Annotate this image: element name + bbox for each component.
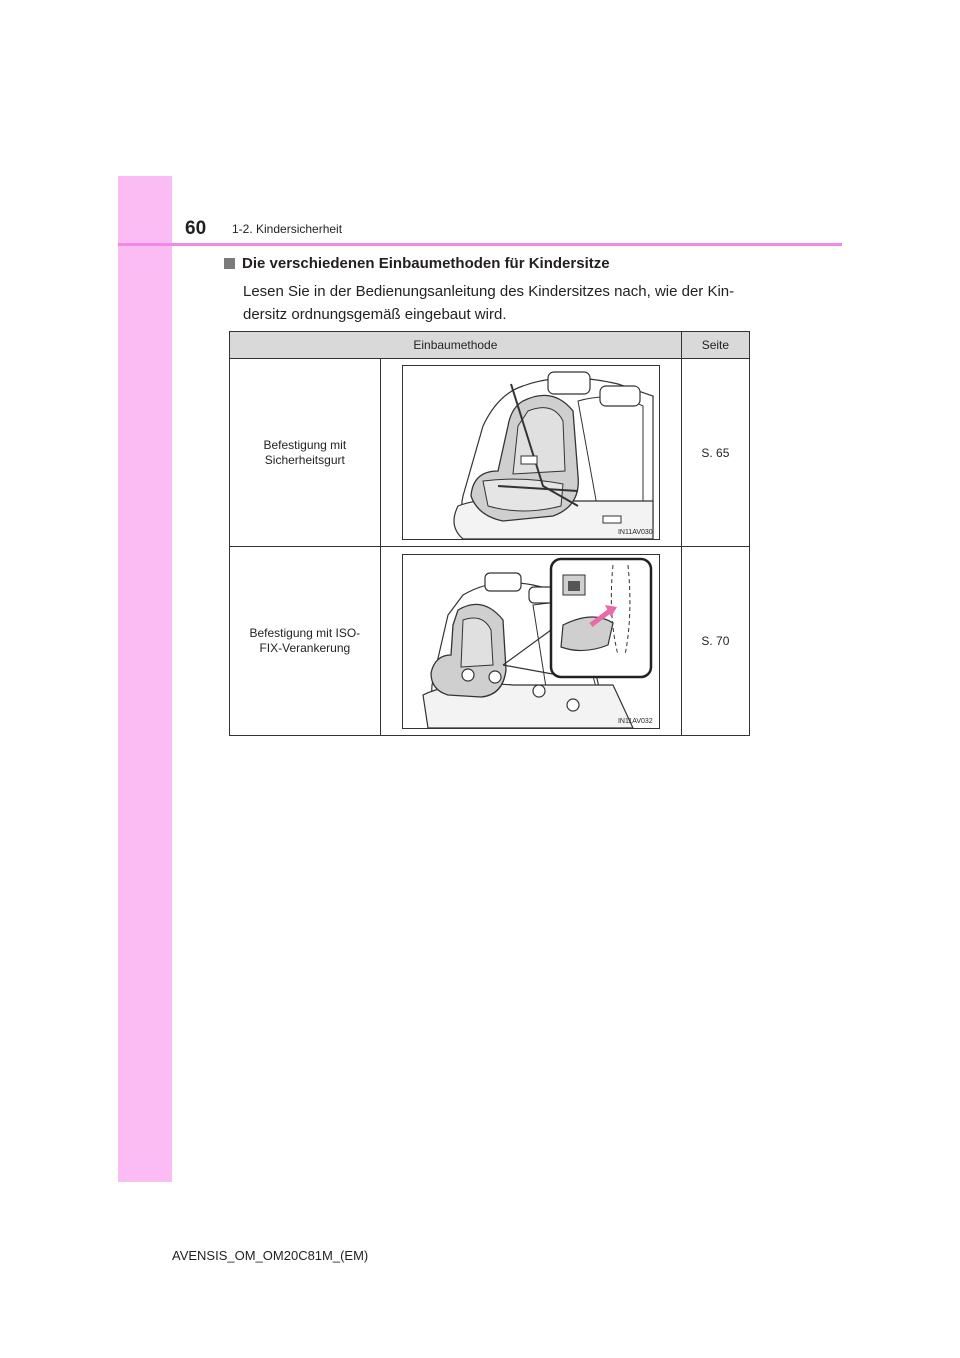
seatbelt-child-seat-illustration <box>402 365 660 540</box>
image-code: IN11AV032 <box>617 717 653 725</box>
bullet-square-icon <box>224 258 235 269</box>
footer-doc-code: AVENSIS_OM_OM20C81M_(EM) <box>172 1248 369 1263</box>
illustration-cell <box>380 547 681 736</box>
table-header-row <box>230 332 750 359</box>
table-row <box>230 547 750 736</box>
page-reference: S. 70 <box>681 547 749 736</box>
illustration-cell <box>380 359 681 547</box>
child-seat-drawing <box>403 366 659 539</box>
table-row <box>230 359 750 547</box>
method-cell <box>230 547 381 736</box>
heading-text: Die verschiedenen Einbaumethoden für Kindersitze <box>242 255 610 272</box>
method-cell <box>230 359 381 547</box>
page-number: 60 <box>185 218 207 239</box>
paragraph-line: dersitz ordnungsgemäß eingebaut wird. <box>243 306 507 323</box>
isofix-seat-drawing <box>403 555 659 728</box>
section-title: 1-2. Kindersicherheit <box>232 222 343 236</box>
method-line: Sicherheitsgurt <box>264 452 345 467</box>
isofix-child-seat-illustration <box>402 554 660 729</box>
installation-methods-table <box>229 331 750 736</box>
image-code: IN11AV030 <box>617 529 653 536</box>
method-line: Befestigung mit ISO- <box>249 626 361 640</box>
header-page: Seite <box>681 332 749 359</box>
chapter-tab-bar <box>118 176 172 1182</box>
header-method: Einbaumethode <box>230 332 682 359</box>
section-heading <box>224 255 610 272</box>
paragraph-line: Lesen Sie in der Bedienungsanleitung des Kindersitzes nach, wie der Kin- <box>243 283 735 300</box>
header-rule <box>118 243 842 246</box>
method-line: FIX-Verankerung <box>259 641 351 655</box>
intro-paragraph <box>243 280 763 326</box>
page-reference: S. 65 <box>681 359 749 547</box>
method-line: Befestigung mit <box>263 437 347 452</box>
